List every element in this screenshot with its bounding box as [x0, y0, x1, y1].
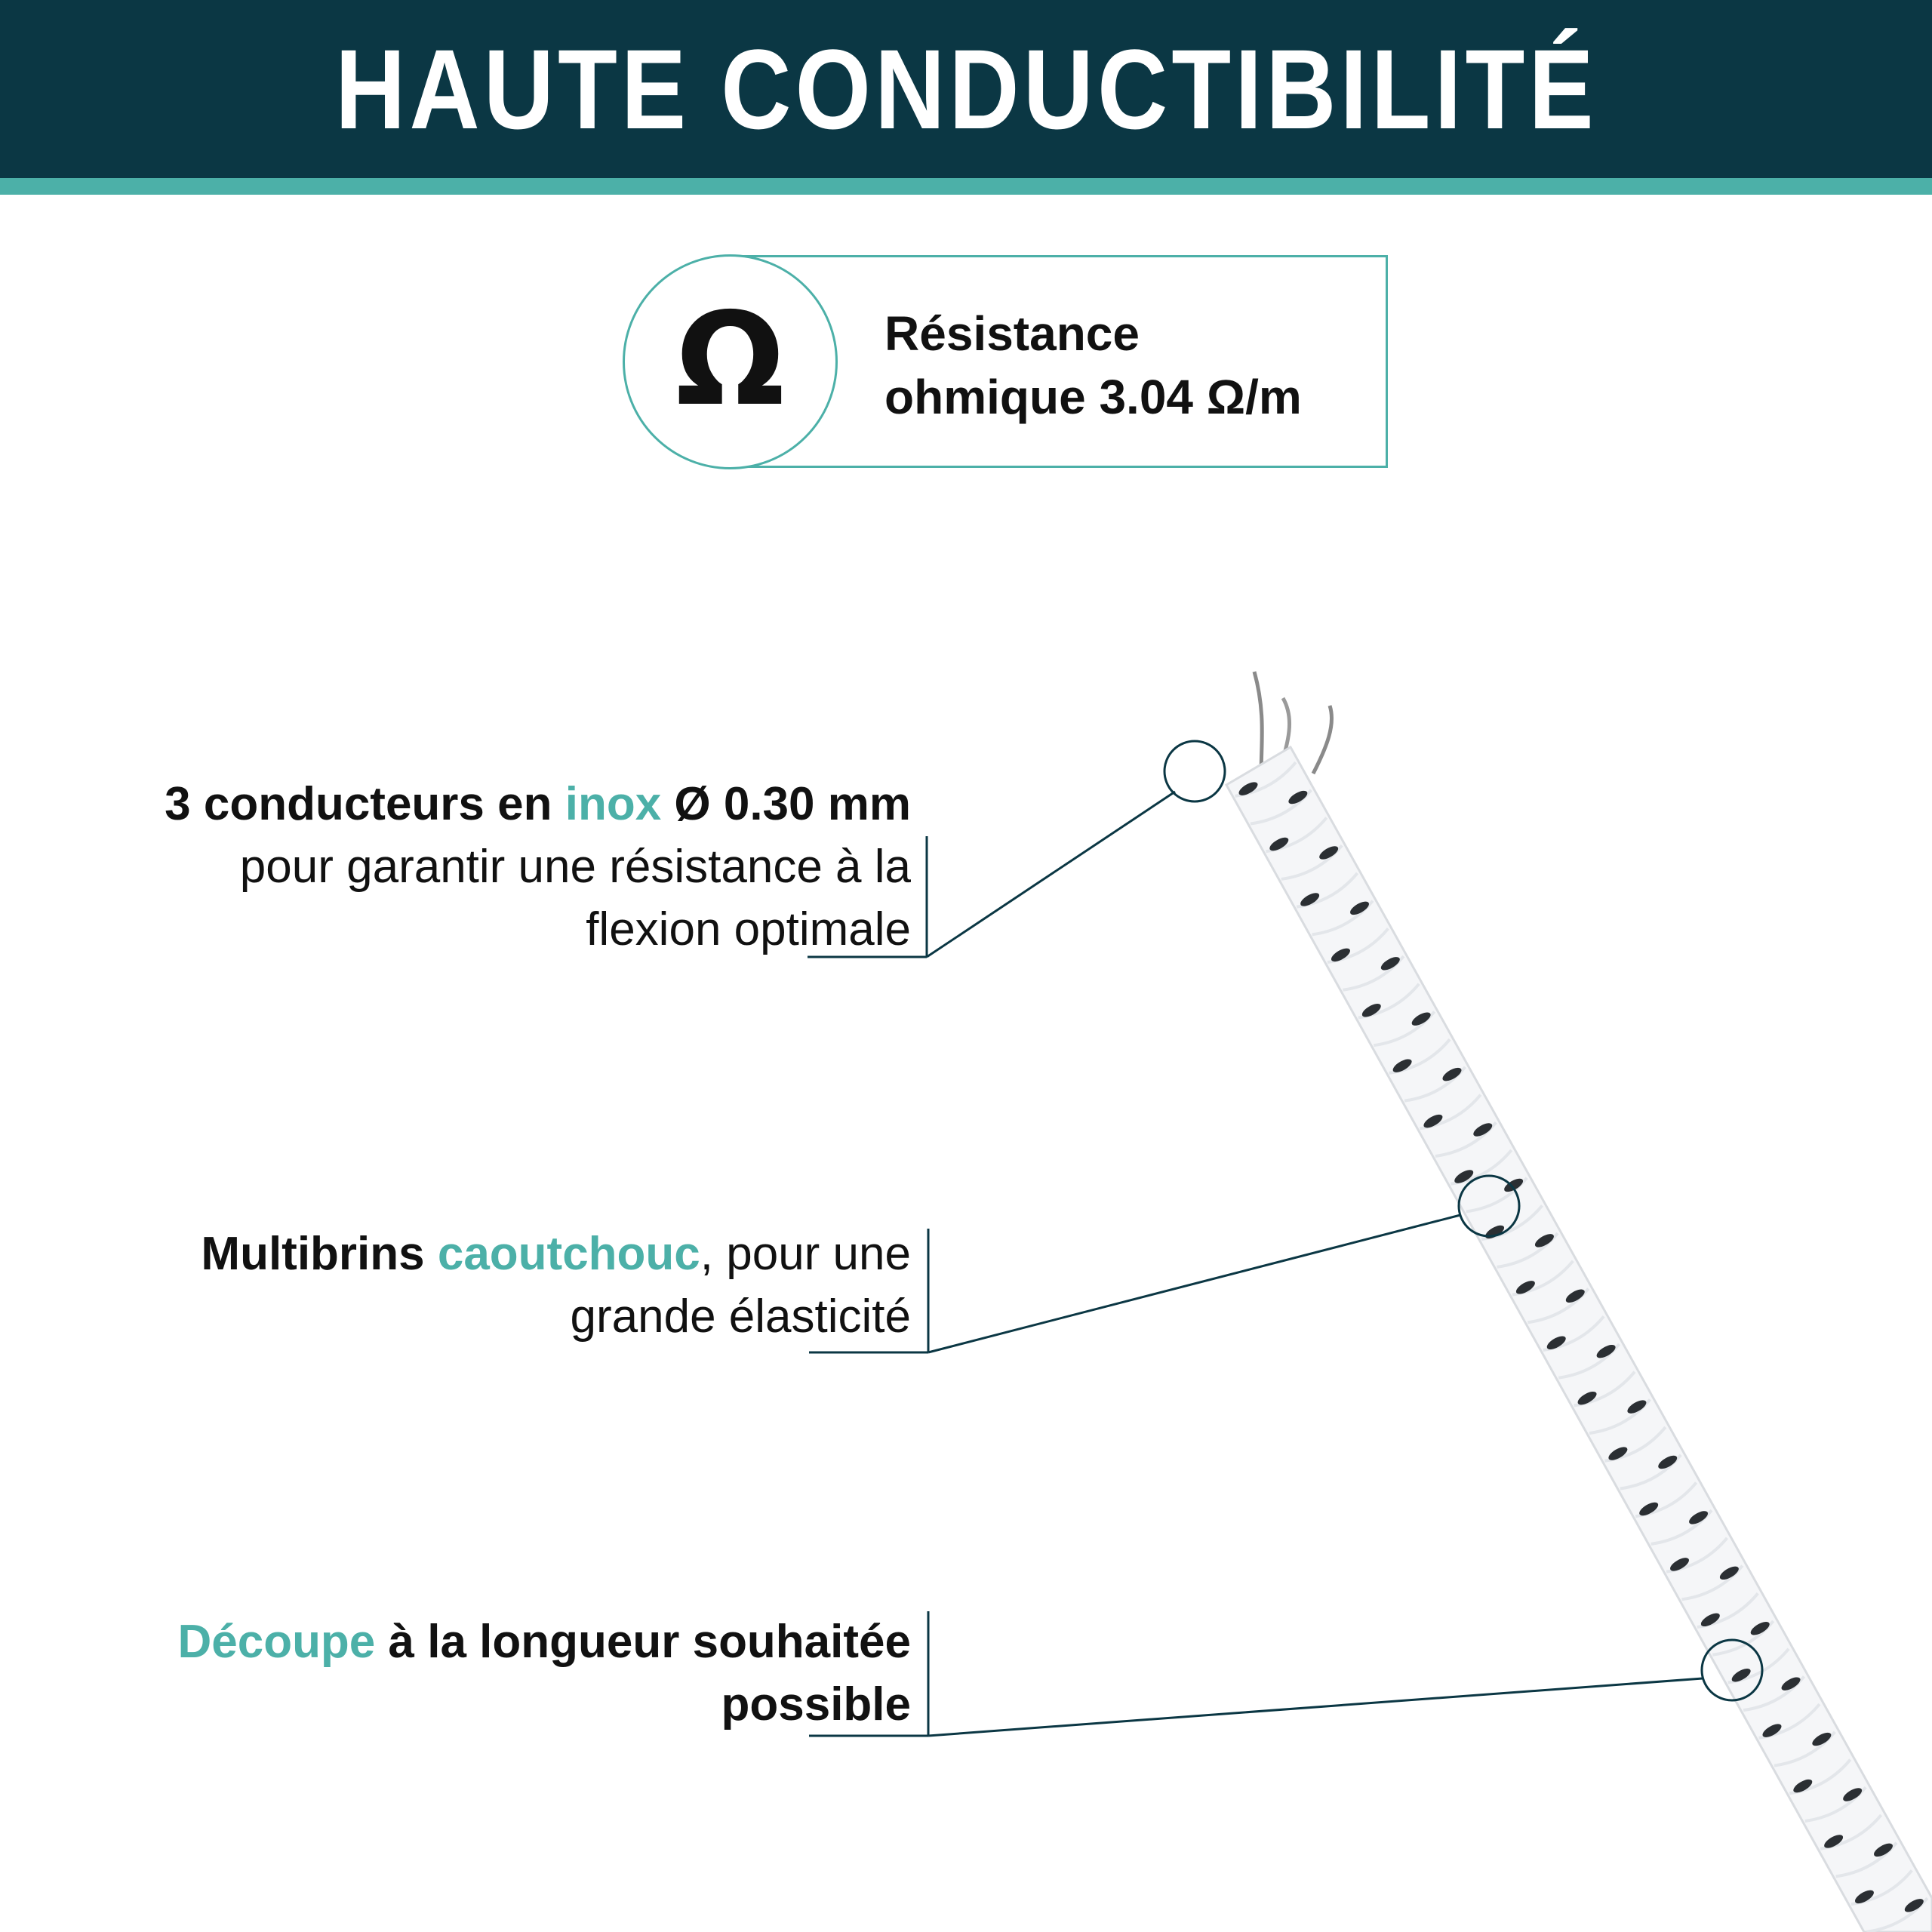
steel-wire — [1313, 706, 1332, 774]
feature-accent-word: inox — [565, 778, 662, 830]
feature-conductors — [165, 773, 911, 961]
feature-cutting — [177, 1611, 911, 1736]
feature-rubber-line2: grande élasticité — [570, 1291, 911, 1343]
callout-leader-2 — [928, 1215, 1460, 1352]
feature-accent-word: caoutchouc — [437, 1228, 700, 1280]
callout-leader-3 — [928, 1678, 1703, 1736]
feature-conductors-line3: flexion optimale — [586, 903, 911, 955]
feature-rubber — [201, 1223, 911, 1348]
omega-symbol: Ω — [675, 285, 785, 435]
feature-conductors-line2: pour garantir une résistance à la — [239, 841, 911, 893]
resistance-spec-line2: ohmique 3.04 Ω/m — [884, 370, 1302, 424]
feature-cutting-line1: Découpe à la longueur souhaitée — [177, 1616, 911, 1668]
feature-rubber-line1: Multibrins caoutchouc, pour une — [201, 1228, 911, 1280]
callout-leader-1 — [927, 792, 1175, 957]
feature-cutting-line2: possible — [721, 1678, 911, 1730]
elastic-cord — [1226, 747, 1932, 1932]
feature-accent-word: Découpe — [177, 1616, 376, 1668]
page-title: HAUTE CONDUCTIBILITÉ — [334, 26, 1598, 152]
resistance-spec-line1: Résistance — [884, 306, 1140, 361]
feature-conductors-line1: 3 conducteurs en inox Ø 0.30 mm — [165, 778, 911, 830]
